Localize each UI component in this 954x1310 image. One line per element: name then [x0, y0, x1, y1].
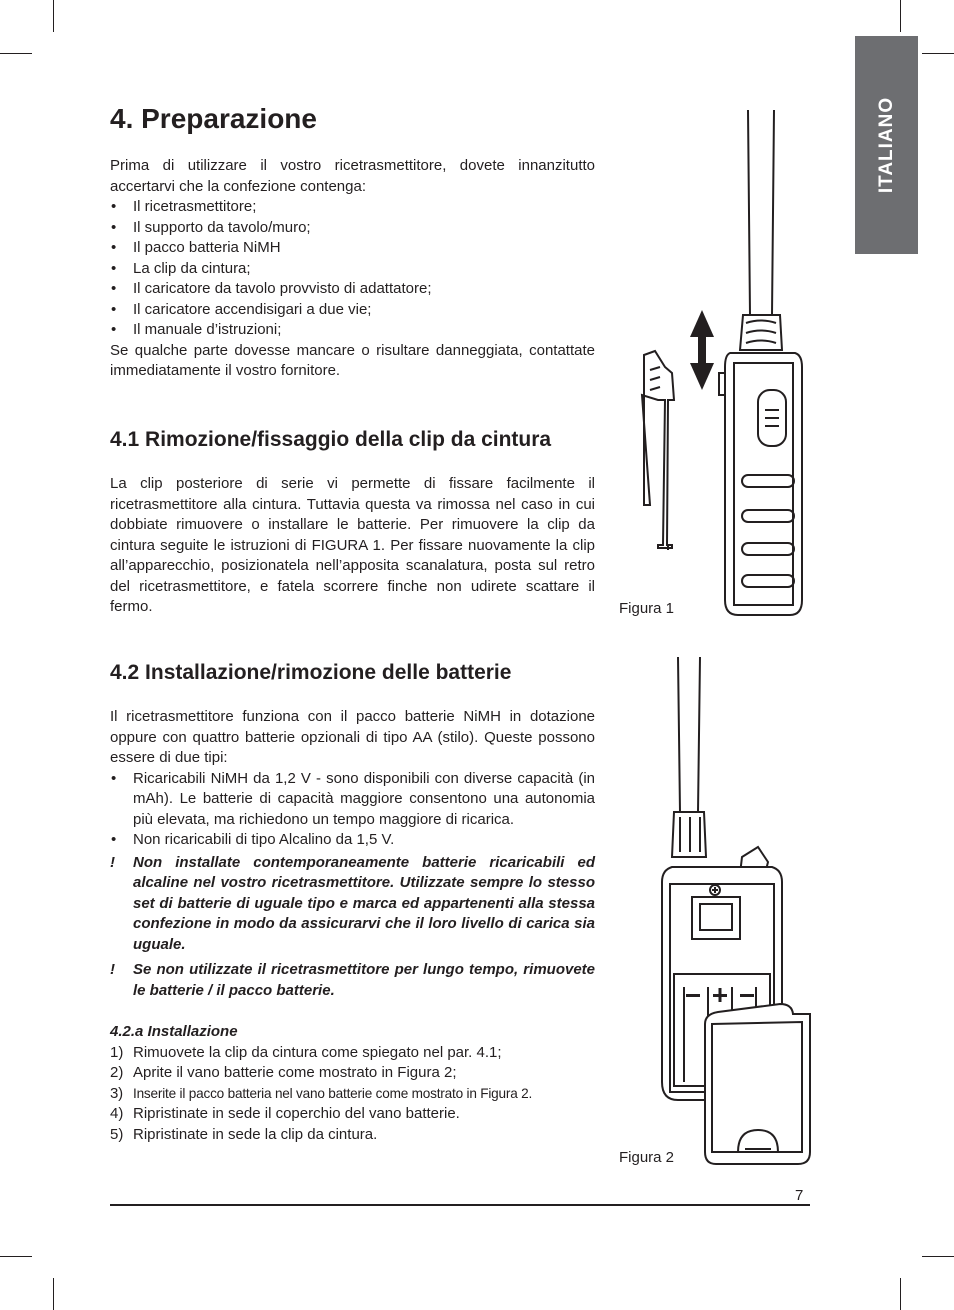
list-item: • Ricaricabili NiMH da 1,2 V - sono disponibili con diverse capacità (in mAh). Le batterie di capacità maggiore consentono una autonomia più elevata, ma richiedono un tempo maggiore di ricarica.	[110, 769, 595, 831]
intro-paragraph: Il ricetrasmettitore funziona con il pacco batterie NiMH in dotazione oppure con quattro batterie opzionali di tipo AA (stilo). Queste possono essere di due tipi:	[110, 708, 595, 766]
language-label: ITALIANO	[875, 96, 897, 194]
step-number: 1)	[110, 1043, 124, 1061]
crop-mark	[53, 1278, 54, 1310]
crop-mark	[900, 0, 901, 32]
list-item: • La clip da cintura;	[110, 259, 595, 280]
step-item	[110, 1104, 595, 1125]
body-paragraph: La clip posteriore di serie vi permette di fissare facilmente il ricetrasmettitore alla cintura. Tuttavia questa va rimossa nel caso in cui dobbiate rimuovere o installare le batterie. Per rimuovere la clip da cintura seguite le istruzioni di FIGURA 1. Per fissare nuovamente la clip all’apparecchio, posizionatela nell’apposita scanalatura, posta sul retro del ricetrasmettitore, e fatela scorrere finche non udirete scattare il fermo.	[110, 475, 595, 615]
crop-mark	[53, 0, 54, 32]
section-41-body	[110, 474, 595, 618]
section-42-body	[110, 707, 595, 1145]
page-number: 7	[795, 1187, 804, 1204]
crop-mark	[922, 53, 954, 54]
crop-mark	[0, 1256, 32, 1257]
crop-mark	[900, 1278, 901, 1310]
list-item: • Il pacco batteria NiMH	[110, 238, 595, 259]
crop-mark	[922, 1256, 954, 1257]
list-item: • Il caricatore da tavolo provvisto di adattatore;	[110, 279, 595, 300]
step-number: 4)	[110, 1105, 124, 1122]
list-item: • Il ricetrasmettitore;	[110, 197, 595, 218]
outro-paragraph: Se qualche parte dovesse mancare o risultare danneggiata, contattate immediatamente il vostro fornitore.	[110, 341, 595, 379]
crop-mark	[0, 53, 32, 54]
list-item: • Il caricatore accendisigari a due vie;	[110, 300, 595, 321]
section-title: 4.2 Installazione/rimozione delle batterie	[110, 661, 512, 684]
list-item: • Il manuale d’istruzioni;	[110, 320, 595, 341]
subsection-title: 4.2.a Installazione	[110, 1023, 238, 1040]
step-item	[110, 1084, 595, 1105]
step-text: Ripristinate in sede il coperchio del vano batterie.	[133, 1105, 460, 1122]
figure-2-caption: Figura 2	[619, 1149, 675, 1166]
step-number: 2)	[110, 1064, 124, 1081]
step-item	[110, 1125, 595, 1146]
step-text: Aprite il vano batterie come mostrato in Figura 2;	[133, 1064, 457, 1081]
list-item: • Il supporto da tavolo/muro;	[110, 218, 595, 239]
step-number: 3)	[110, 1084, 123, 1102]
figure-2-battery-compartment	[650, 652, 830, 1172]
battery-types-list	[110, 769, 595, 851]
list-item: • Non ricaricabili di tipo Alcalino da 1,5 V.	[110, 830, 595, 851]
step-text: Ripristinate in sede la clip da cintura.	[133, 1125, 378, 1143]
language-tab	[855, 36, 918, 254]
step-item	[110, 1063, 595, 1084]
warning-note	[110, 853, 595, 956]
section-title: 4.1 Rimozione/fissaggio della clip da cintura	[110, 428, 552, 451]
section-title: 4. Preparazione	[110, 103, 317, 134]
figure-1-radio-clip	[630, 105, 820, 620]
steps-list	[110, 1043, 595, 1146]
warning-note	[110, 960, 595, 1001]
step-text: Rimuovete la clip da cintura come spiegato nel par. 4.1;	[133, 1043, 502, 1061]
figure-1-caption: Figura 1	[619, 600, 675, 617]
warning-text: Se non utilizzate il ricetrasmettitore per lungo tempo, rimuovete le batterie / il pacco batterie.	[133, 961, 595, 999]
step-number: 5)	[110, 1125, 124, 1143]
contents-list	[110, 197, 595, 341]
step-text: Inserite il pacco batteria nel vano batterie come mostrato in Figura 2.	[133, 1085, 533, 1101]
section-4-body	[110, 156, 595, 382]
warning-mark: !	[110, 961, 115, 978]
step-item	[110, 1043, 595, 1064]
warning-text: Non installate contemporaneamente batterie ricaricabili ed alcaline nel vostro ricetrasmettitore. Utilizzate sempre lo stesso set di batterie di uguale tipo e marca ed appartenenti alla stessa confezione in modo da assicurarvi che il loro livello di carica sia uguale.	[133, 853, 595, 953]
warning-mark: !	[110, 853, 115, 871]
footer-rule	[110, 1204, 810, 1206]
intro-paragraph: Prima di utilizzare il vostro ricetrasmettitore, dovete innanzitutto accertarvi che la confezione contenga:	[110, 157, 595, 195]
